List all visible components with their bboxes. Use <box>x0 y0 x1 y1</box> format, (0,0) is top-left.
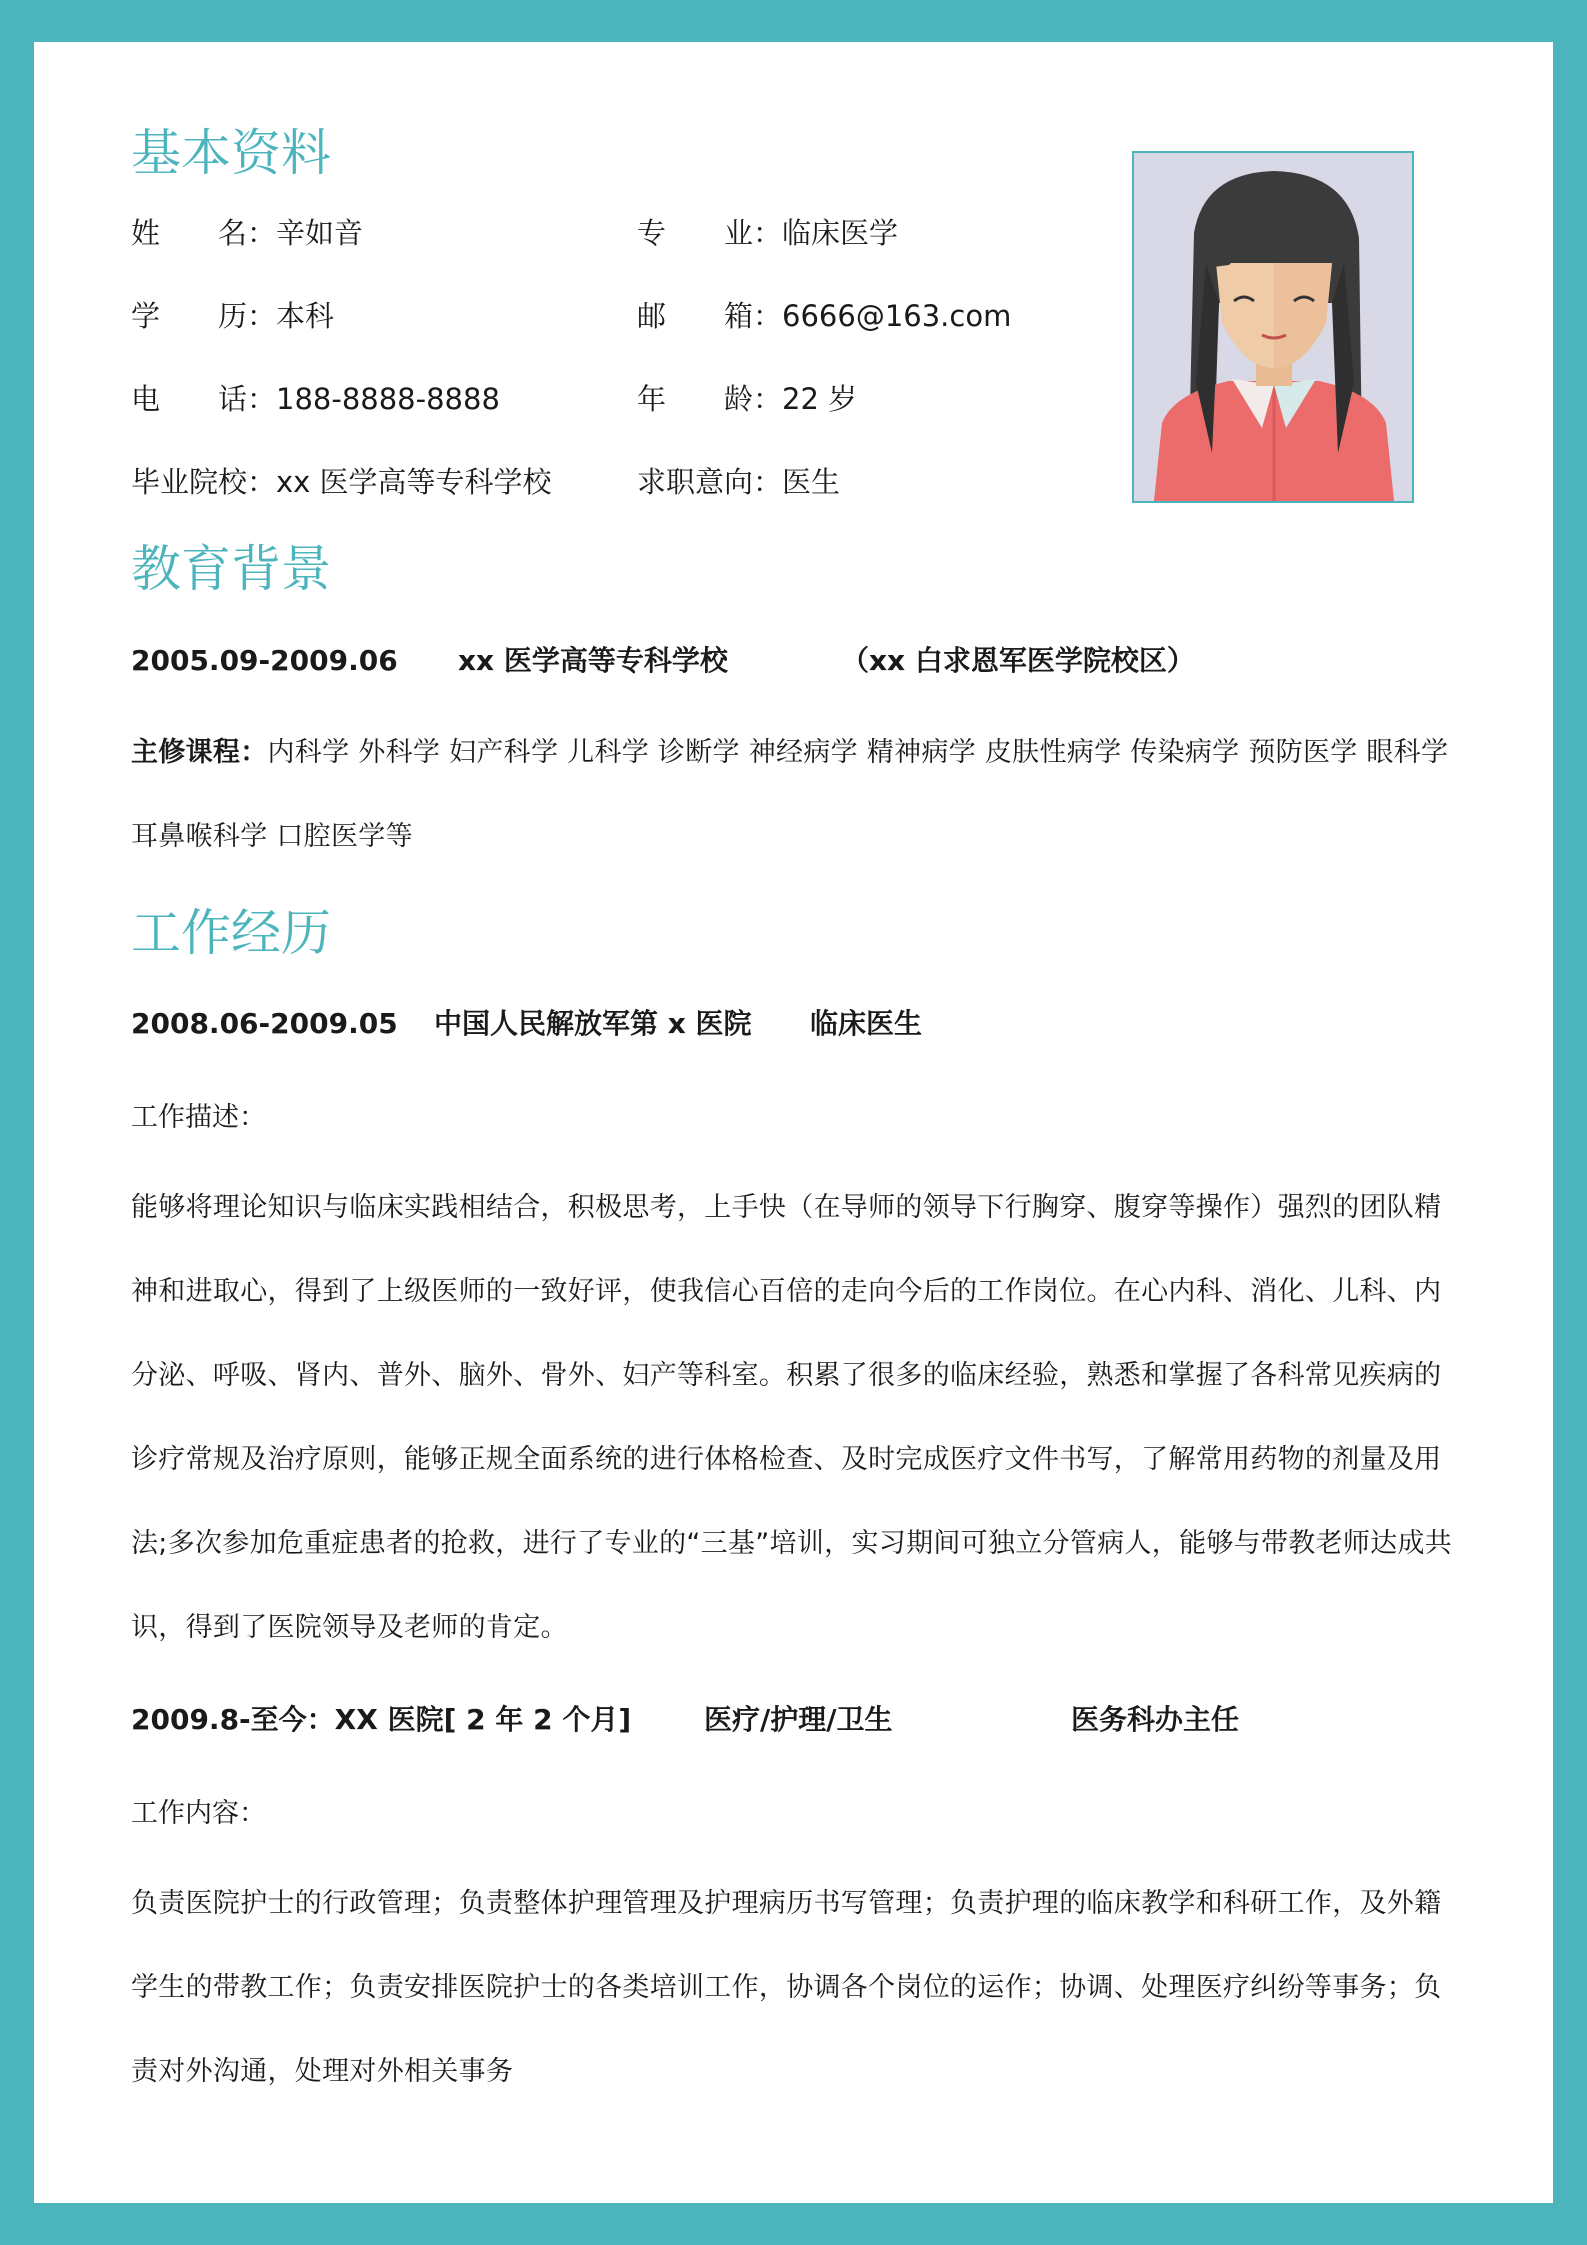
info-age-value: 22 岁 <box>782 382 858 416</box>
job2-field: 医疗/护理/卫生 <box>704 1703 893 1736</box>
job2-period-org: 2009.8-至今：XX 医院[ 2 年 2 个月] <box>131 1703 632 1736</box>
info-major-value: 临床医学 <box>782 216 899 250</box>
info-degree <box>131 299 335 333</box>
info-major-label: 专 业： <box>637 216 783 250</box>
section-title-basic: 基本资料 <box>131 124 331 182</box>
education-campus: （xx 白求恩军医学院校区） <box>841 644 1195 677</box>
courses-list: 内科学 外科学 妇产科学 儿科学 诊断学 神经病学 精神病学 皮肤性病学 传染病学 预防医学 眼科学 耳鼻喉科学 口腔医学等 <box>131 737 1449 852</box>
job2-role: 医务科办主任 <box>1071 1703 1240 1736</box>
info-school-value: xx 医学高等专科学校 <box>276 465 552 499</box>
courses-label: 主修课程： <box>131 737 268 768</box>
job2-desc: 负责医院护士的行政管理；负责整体护理管理及护理病历书写管理；负责护理的临床教学和科研工作，及外籍学生的带教工作；负责安排医院护士的各类培训工作，协调各个岗位的运作；协调、处理医疗纠纷等事务；负责对外沟通，处理对外相关事务 <box>131 1888 1442 2087</box>
section-title-education: 教育背景 <box>131 540 331 598</box>
info-objective-value: 医生 <box>782 465 841 499</box>
section-title-work: 工作经历 <box>131 904 331 962</box>
job1-period: 2008.06-2009.05 <box>131 1007 398 1040</box>
info-name <box>131 216 364 250</box>
job1-desc-label: 工作描述： <box>131 1102 266 1133</box>
education-courses <box>131 711 1456 879</box>
info-email-label: 邮 箱： <box>637 299 783 333</box>
info-email <box>637 299 1012 333</box>
info-age <box>637 382 858 416</box>
job1-desc: 能够将理论知识与临床实践相结合，积极思考，上手快（在导师的领导下行胸穿、腹穿等操作）强烈的团队精神和进取心，得到了上级医师的一致好评，使我信心百倍的走向今后的工作岗位。在心内科、消化、儿科、内分泌、呼吸、肾内、普外、脑外、骨外、妇产等科室。积累了很多的临床经验，熟悉和掌握了各科常见疾病的诊疗常规及治疗原则，能够正规全面系统的进行体格检查、及时完成医疗文件书写，了解常用药物的剂量及用法;多次参加危重症患者的抢救，进行了专业的“三基”培训，实习期间可独立分管病人，能够与带教老师达成共识，得到了医院领导及老师的肯定。 <box>131 1192 1453 1643</box>
info-school-label: 毕业院校： <box>131 465 277 499</box>
info-objective <box>637 465 841 499</box>
education-period: 2005.09-2009.06 <box>131 644 398 677</box>
resume-page <box>34 42 1553 2203</box>
job1-org: 中国人民解放军第 x 医院 <box>434 1007 752 1040</box>
info-phone-label: 电 话： <box>131 382 277 416</box>
info-phone <box>131 382 500 416</box>
avatar-icon <box>1134 153 1412 501</box>
profile-photo <box>1132 151 1414 503</box>
job1-role: 临床医生 <box>810 1007 923 1040</box>
info-email-value: 6666@163.com <box>782 299 1012 333</box>
info-degree-value: 本科 <box>276 299 335 333</box>
info-name-label: 姓 名： <box>131 216 277 250</box>
info-phone-value: 188-8888-8888 <box>276 382 500 416</box>
info-age-label: 年 龄： <box>637 382 783 416</box>
info-name-value: 辛如音 <box>276 216 364 250</box>
info-major <box>637 216 899 250</box>
info-degree-label: 学 历： <box>131 299 277 333</box>
job2-desc-label: 工作内容： <box>131 1798 266 1829</box>
education-school: xx 医学高等专科学校 <box>458 644 728 677</box>
info-objective-label: 求职意向： <box>637 465 783 499</box>
info-school <box>131 465 552 499</box>
